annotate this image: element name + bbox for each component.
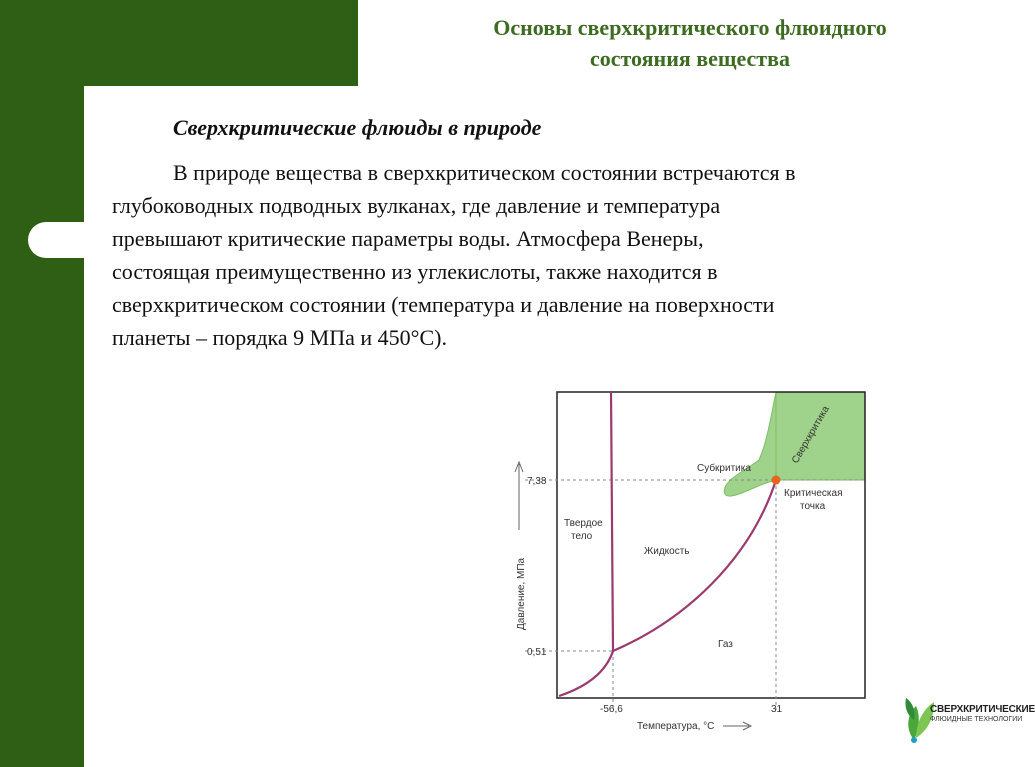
region-label-solid: Твердое	[564, 518, 603, 529]
body-line: превышают критические параметры воды. Атмосфера Венеры,	[112, 226, 704, 251]
y-tick-738: 7,38	[527, 476, 547, 487]
x-axis-label: Температура, °С	[637, 721, 715, 732]
vaporization-curve	[613, 480, 776, 651]
body-paragraph	[112, 156, 992, 354]
header-band	[0, 0, 358, 86]
subcritical-region	[724, 392, 776, 496]
supercritical-region	[776, 392, 865, 480]
title-line-2: состояния вещества	[590, 46, 790, 71]
sidebar	[0, 0, 84, 767]
logo-line-2: ФЛЮИДНЫЕ ТЕХНОЛОГИИ	[930, 716, 1023, 723]
subheading: Сверхкритические флюиды в природе	[173, 115, 542, 140]
sublimation-curve	[559, 651, 613, 696]
body-line: планеты – порядка 9 МПа и 450°С).	[112, 325, 447, 350]
company-logo	[900, 686, 1035, 756]
logo-line-1: СВЕРХКРИТИЧЕСКИЕ	[930, 704, 1035, 715]
region-label-liquid: Жидкость	[644, 546, 690, 557]
y-axis-label: Давление, МПа	[516, 557, 527, 630]
body-line: сверхкритическом состоянии (температура и давление на поверхности	[112, 292, 775, 317]
logo-text	[930, 704, 1035, 723]
x-tick-31: 31	[771, 704, 783, 715]
region-label-gas: Газ	[718, 639, 733, 650]
critical-point-label: Критическая	[784, 488, 843, 499]
region-label-solid: тело	[571, 531, 593, 542]
slide-title	[400, 12, 980, 74]
left-tab-decoration	[28, 222, 92, 258]
phase-diagram	[505, 380, 885, 740]
critical-point-label: точка	[800, 501, 826, 512]
body-line: глубоководных подводных вулканах, где давление и температура	[112, 193, 721, 218]
critical-point-marker	[772, 476, 781, 485]
region-label-subcritical: Субкритика	[697, 463, 751, 474]
melting-curve	[611, 392, 613, 651]
region-label-supercritical: Сверхкритика	[790, 404, 832, 466]
y-tick-051: 0,51	[527, 647, 547, 658]
x-tick-minus566: -56,6	[600, 704, 623, 715]
body-line: состоящая преимущественно из углекислоты, также находится в	[112, 259, 718, 284]
body-line: В природе вещества в сверхкритическом состоянии встречаются в	[173, 160, 796, 185]
title-line-1: Основы сверхкритического флюидного	[493, 15, 887, 40]
